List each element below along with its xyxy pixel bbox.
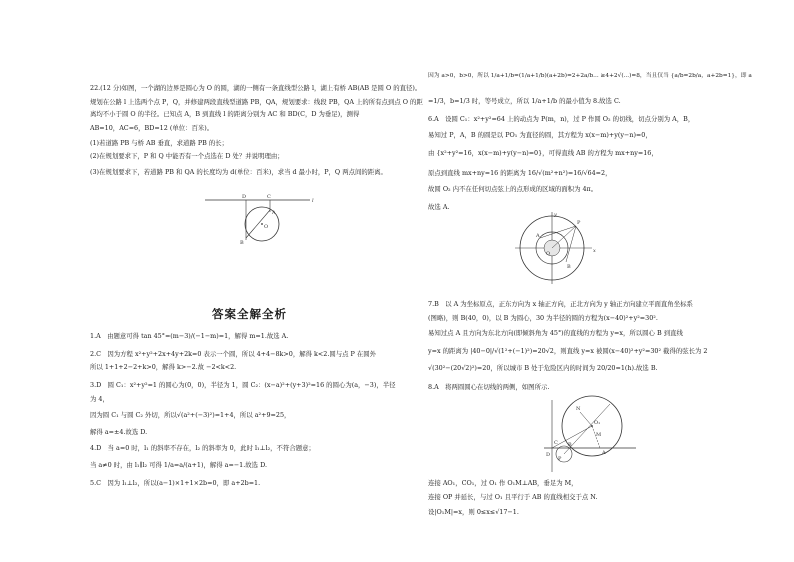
answer-7b: (图略)，则 B(40，0)，以 B 为圆心，30 为半径的圆的方程为(x−40)²+y²=30². (428, 314, 658, 322)
answer-4a: 4.D 当 a=0 时，l₁ 的斜率不存在，l₂ 的斜率为 0，此时 l₁⊥l₂，不符合题意； (90, 444, 315, 452)
problem22-figure (200, 190, 330, 250)
problem22-line-3: 离均不小于圆 O 的半径。已知点 A，B 到直线 l 的距离分别为 AC 和 BD(C，D 为垂足)，测得 (90, 110, 360, 118)
answer-7e: √(30²−(20√2)²)=20，所以城市 B 处于危险区内的时间为 20/20=1(h).故选 B. (428, 364, 658, 372)
answer-title: 答案全解全析 (212, 307, 287, 321)
answer-3d: 解得 a=±4.故选 D. (90, 428, 148, 436)
figure-label-c: C (267, 194, 271, 200)
answer-3c: 因为圆 C₁ 与圆 C₂ 外切，所以√(a²+(−3)²)=1+4，所以 a²+9=25， (90, 411, 291, 419)
fig2-label-b: B (568, 442, 572, 448)
fig2-label-p: P (558, 456, 562, 462)
answer-3b: 为 4， (90, 395, 109, 403)
fig2-label-o1: O₁ (594, 420, 601, 426)
answer-4b: 当 a≠0 时，由 l₁∥l₂ 可得 1/a=a/(a+1)，解得 a=−1.故选 D. (90, 461, 268, 469)
figure-label-a: A (272, 210, 276, 216)
answer-3a: 3.D 圆 C₁：x²+y²=1 的圆心为(0，0)，半径为 1，圆 C₂：(x−a)²+(y+3)²=16 的圆心为(a，−3)，半径 (90, 381, 396, 389)
answer-7a: 7.B 以 A 为坐标原点，正东方向为 x 轴正方向，正北方向为 y 轴正方向建立平面直角坐标系 (428, 300, 693, 308)
figure-label-l: l (312, 198, 314, 204)
answer-8a: 8.A 将两圆圆心在切线的两侧，如图所示. (428, 383, 550, 391)
answer-2b: 所以 1+1+2−2+k>0，解得 k>−2.故 −2<k<2. (90, 363, 237, 371)
fig2-label-n: N (576, 406, 581, 412)
fig1-label-a: A (536, 233, 540, 239)
answer-8b: 连接 AO₁，CO₁，过 O₁ 作 O₁M⊥AB，垂足为 M， (428, 479, 578, 487)
fig2-label-d: D (546, 452, 551, 458)
fig1-label-y: y (554, 212, 557, 218)
answer-8d: 设|O₁M|=x，则 0≤x≤√17−1. (428, 508, 519, 516)
fig2-label-m: M (596, 432, 602, 438)
figure-label-d: D (242, 194, 247, 200)
fig2-label-a: A (602, 450, 606, 456)
figure-label-o: O (264, 224, 269, 230)
fig1-label-b: B (567, 264, 571, 270)
answer-5: 5.C 因为 l₁⊥l₂，所以(a−1)×1+1×2b=0，即 a+2b=1. (90, 479, 261, 487)
problem22-line-2: 规划在公路 l 上选两个点 P，Q，并修建两段直线型道路 PB，QA，规划要求：线段 PB，QA 上的所有点到点 O 的距 (90, 98, 423, 106)
problem22-line-1: 22.(12 分)如图，一个湖的边界是圆心为 O 的圆，湖的一侧有一条直线型公路 l，湖上有桥 AB(AB 是圆 O 的直径)。 (90, 84, 422, 92)
answer-7c: 易知过点 A 且方向为东北方向(即倾斜角为 45°)的直线的方程为 y=x，所以圆心 B 到直线 (428, 329, 683, 337)
answer-1: 1.A 由题意可得 tan 45°=(m−3)/(−1−m)=1，解得 m=1.故选 A. (90, 332, 289, 340)
answer-6a: 6.A 设圆 C₁：x²+y²=64 上的动点为 P(m，n)，过 P 作圆 O₂ 的切线，切点分别为 A，B， (428, 115, 695, 123)
problem22-line-4: AB=10，AC=6，BD=12 (单位：百米)。 (90, 124, 214, 132)
figure-label-b: B (240, 240, 244, 246)
fig1-label-p: P (577, 220, 581, 226)
right-line-1: 因为 a>0，b>0，所以 1/a+1/b=(1/a+1/b)(a+2b)=2+2a/b... ≥4+2√(...)=8，当且仅当 {a/b=2b/a，a+2b=1}，即 a (428, 73, 752, 79)
answer6-figure (510, 208, 600, 288)
answer-6b: 易知过 P，A，B 的圆是以 PO₁ 为直径的圆，其方程为 x(x−m)+y(y−n)=0， (428, 131, 652, 139)
answer-6e: 故圆 O₂ 内不在任何切点弦上的点形成的区域的面积为 4π。 (428, 185, 598, 193)
answer8-figure (540, 390, 640, 474)
fig1-label-x: x (593, 248, 596, 254)
fig2-label-c: C (554, 440, 558, 446)
answer-6f: 故选 A. (428, 203, 450, 211)
answer-7d: y=x 的距离为 |40−0|/√(1²+(−1)²)=20√2，则直线 y=x 被圆(x−40)²+y²=30² 截得的弦长为 2 (428, 347, 708, 355)
problem22-line-5: (1)若道路 PB 与桥 AB 垂直，求道路 PB 的长； (90, 139, 229, 147)
answer-6c: 由 {x²+y²=16，x(x−m)+y(y−n)=0}，可得直线 AB 的方程为 mx+ny=16， (428, 149, 658, 157)
problem22-line-6: (2)在规划要求下，P 和 Q 中能否有一个点选在 D 处？并说明理由； (90, 152, 284, 160)
answer-8c: 连接 OP 并延长，与过 O₁ 且平行于 AB 的直线相交于点 N. (428, 493, 598, 501)
answer-6d: 原点到直线 mx+ny=16 的距离为 16/√(m²+n²)=16/√64=2， (428, 169, 612, 177)
problem22-line-7: (3)在规划要求下，若道路 PB 和 QA 的长度均为 d(单位：百米)，求当 d 最小时，P，Q 两点间的距离。 (90, 168, 387, 176)
answer-2a: 2.C 因为方程 x²+y²+2x+4y+2k=0 表示一个圆，所以 4+4−8k>0，解得 k<2.圆与点 P 在圆外 (90, 350, 377, 358)
right-line-2: =1/3，b=1/3 时，等号成立，所以 1/a+1/b 的最小值为 8.故选 C. (428, 97, 621, 105)
fig1-label-o: O (546, 251, 551, 257)
